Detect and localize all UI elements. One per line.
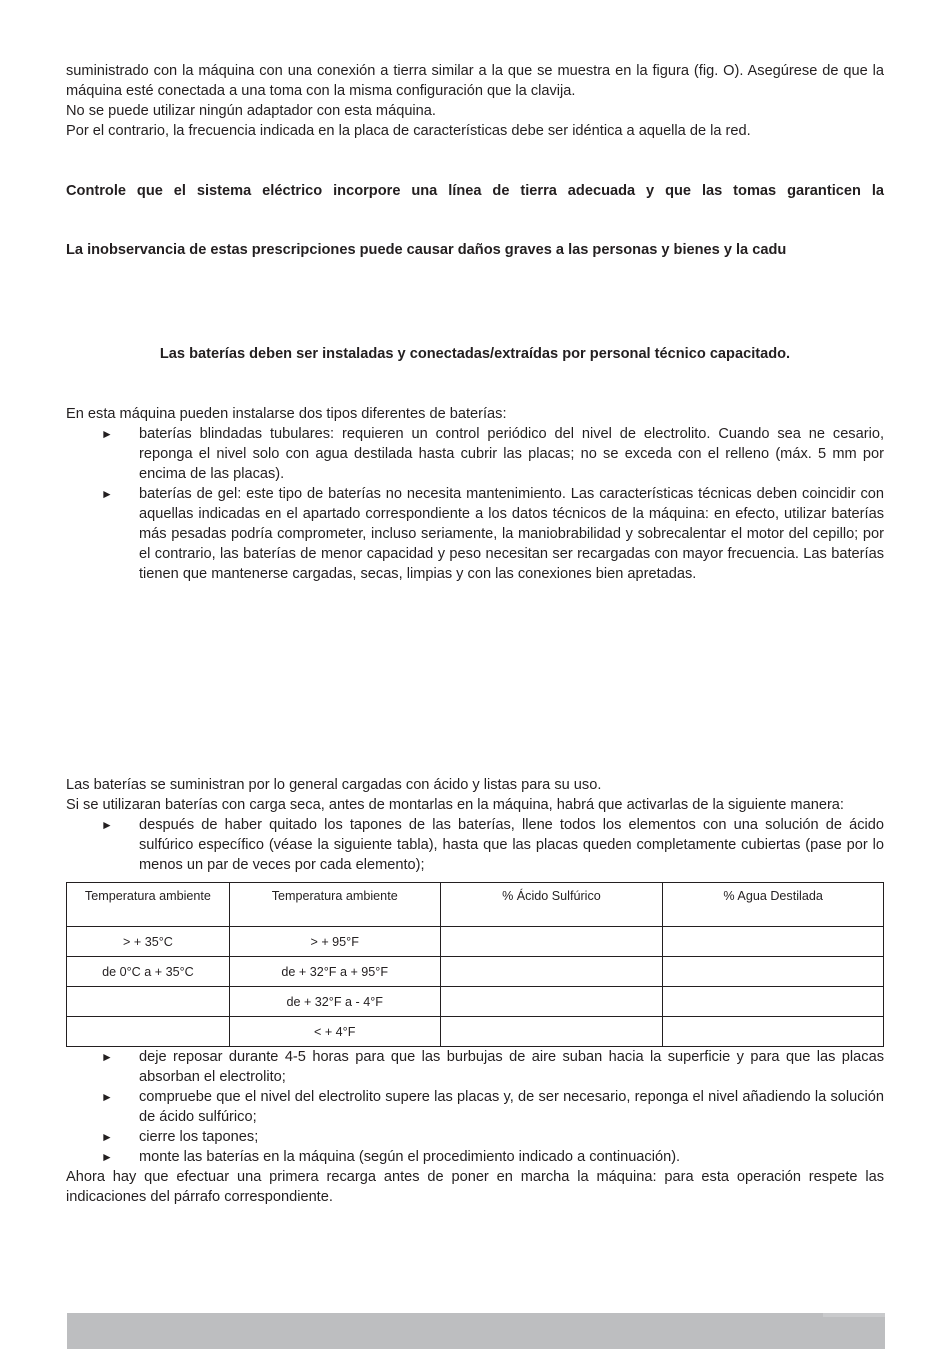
bullet-arrow-icon: ►	[101, 1130, 113, 1144]
warning-earth-line: Controle que el sistema eléctrico incorpore una línea de tierra adecuada y que las tomas garanticen la	[66, 183, 884, 199]
list-item: ► baterías blindadas tubulares: requieren un control periódico del nivel de electrolito. Cuando sea ne cesario, reponga el nivel solo con agua destilada hasta cubrir las placas; no se exceda con el relleno (máx. 5 mm por encima de las placas).	[101, 426, 884, 482]
bullet-arrow-icon: ►	[101, 427, 113, 441]
table-header-row	[67, 883, 884, 927]
table-cell	[663, 957, 884, 987]
list-item: ► después de haber quitado los tapones de las baterías, llene todos los elementos con una solución de ácido sulfúrico específico (véase la siguiente tabla), hasta que las placas queden completamente cubiertas (pase por lo menos un par de veces por cada elemento);	[101, 817, 884, 873]
warning-consequences: La inobservancia de estas prescripciones puede causar daños graves a las personas y bienes y la cadu	[66, 242, 787, 258]
table-cell: > + 35°C	[67, 927, 230, 957]
table-cell: de 0°C a + 35°C	[67, 957, 230, 987]
battery-installation-notice: Las baterías deben ser instaladas y conectadas/extraídas por personal técnico capacitado.	[159, 346, 791, 362]
table-cell	[440, 957, 663, 987]
table-cell	[663, 987, 884, 1017]
footer-notch	[823, 1313, 885, 1317]
table-cell: > + 95°F	[229, 927, 440, 957]
list-item: ► deje reposar durante 4-5 horas para que las burbujas de aire suban hacia la superficie y para que las placas absorban el electrolito;	[101, 1049, 884, 1085]
table-row	[67, 987, 884, 1017]
table-cell	[440, 987, 663, 1017]
closing-paragraph: Ahora hay que efectuar una primera recarga antes de poner en marcha la máquina: para esta operación respete las indicaciones del párrafo correspondiente.	[66, 1169, 884, 1205]
table-cell: de + 32°F a + 95°F	[229, 957, 440, 987]
table-cell	[67, 987, 230, 1017]
table-row	[67, 957, 884, 987]
battery-types-list	[66, 424, 884, 584]
bullet-arrow-icon: ►	[101, 818, 113, 832]
table-cell	[440, 927, 663, 957]
table-header-cell: Temperatura ambiente	[67, 883, 230, 927]
list-item: ► monte las baterías en la máquina (según el procedimiento indicado a continuación).	[101, 1149, 681, 1165]
list-item: ► compruebe que el nivel del electrolito supere las placas y, de ser necesario, reponga el nivel añadiendo la solución de ácido sulfúrico;	[101, 1089, 884, 1125]
table-cell	[663, 927, 884, 957]
table-cell	[663, 1017, 884, 1047]
bullet-arrow-icon: ►	[101, 1050, 113, 1064]
intro-paragraph-3: Por el contrario, la frecuencia indicada en la placa de características debe ser idéntica a aquella de la red.	[66, 123, 751, 139]
table-header-cell: % Agua Destilada	[663, 883, 884, 927]
table-header-cell: Temperatura ambiente	[229, 883, 440, 927]
document-body	[66, 61, 884, 1207]
table-row	[67, 927, 884, 957]
table-row	[67, 1017, 884, 1047]
list-item: ► baterías de gel: este tipo de baterías no necesita mantenimiento. Las características técnicas deben coincidir con aquellas indicadas en el apartado correspondiente a los datos técnicos de la máquina: en efecto, utilizar baterías más pesadas podría comprometer, incluso seriamente, la maniobrabilidad y sobrecalentar el motor del cepillo; por el contrario, las baterías de menor capacidad y peso necesitan ser recargadas con mayor frecuencia. Las baterías tienen que mantenerse cargadas, secas, limpias y con las conexiones bien apretadas.	[101, 486, 884, 582]
activation-steps-list	[66, 815, 884, 875]
bullet-arrow-icon: ►	[101, 1150, 113, 1164]
post-fill-steps-list	[66, 1047, 884, 1167]
table-cell	[67, 1017, 230, 1047]
table-cell: < + 4°F	[229, 1017, 440, 1047]
list-item: ► cierre los tapones;	[101, 1129, 259, 1145]
footer-bar	[67, 1313, 885, 1349]
table-cell	[440, 1017, 663, 1047]
activation-paragraph-1: Las baterías se suministran por lo general cargadas con ácido y listas para su uso.	[66, 777, 602, 793]
battery-types-intro: En esta máquina pueden instalarse dos tipos diferentes de baterías:	[66, 406, 507, 422]
bullet-arrow-icon: ►	[101, 1090, 113, 1104]
intro-paragraph-1: suministrado con la máquina con una conexión a tierra similar a la que se muestra en la figura (fig. O). Asegúrese de que la máquina esté conectada a una toma con la misma configuración que la clavija.	[66, 63, 884, 99]
bullet-arrow-icon: ►	[101, 487, 113, 501]
table-cell: de + 32°F a - 4°F	[229, 987, 440, 1017]
intro-paragraph-2: No se puede utilizar ningún adaptador con esta máquina.	[66, 103, 436, 119]
acid-solution-table	[66, 882, 884, 1047]
table-header-cell: % Ácido Sulfúrico	[440, 883, 663, 927]
activation-paragraph-2: Si se utilizaran baterías con carga seca, antes de montarlas en la máquina, habrá que activarlas de la siguiente manera:	[66, 797, 844, 813]
